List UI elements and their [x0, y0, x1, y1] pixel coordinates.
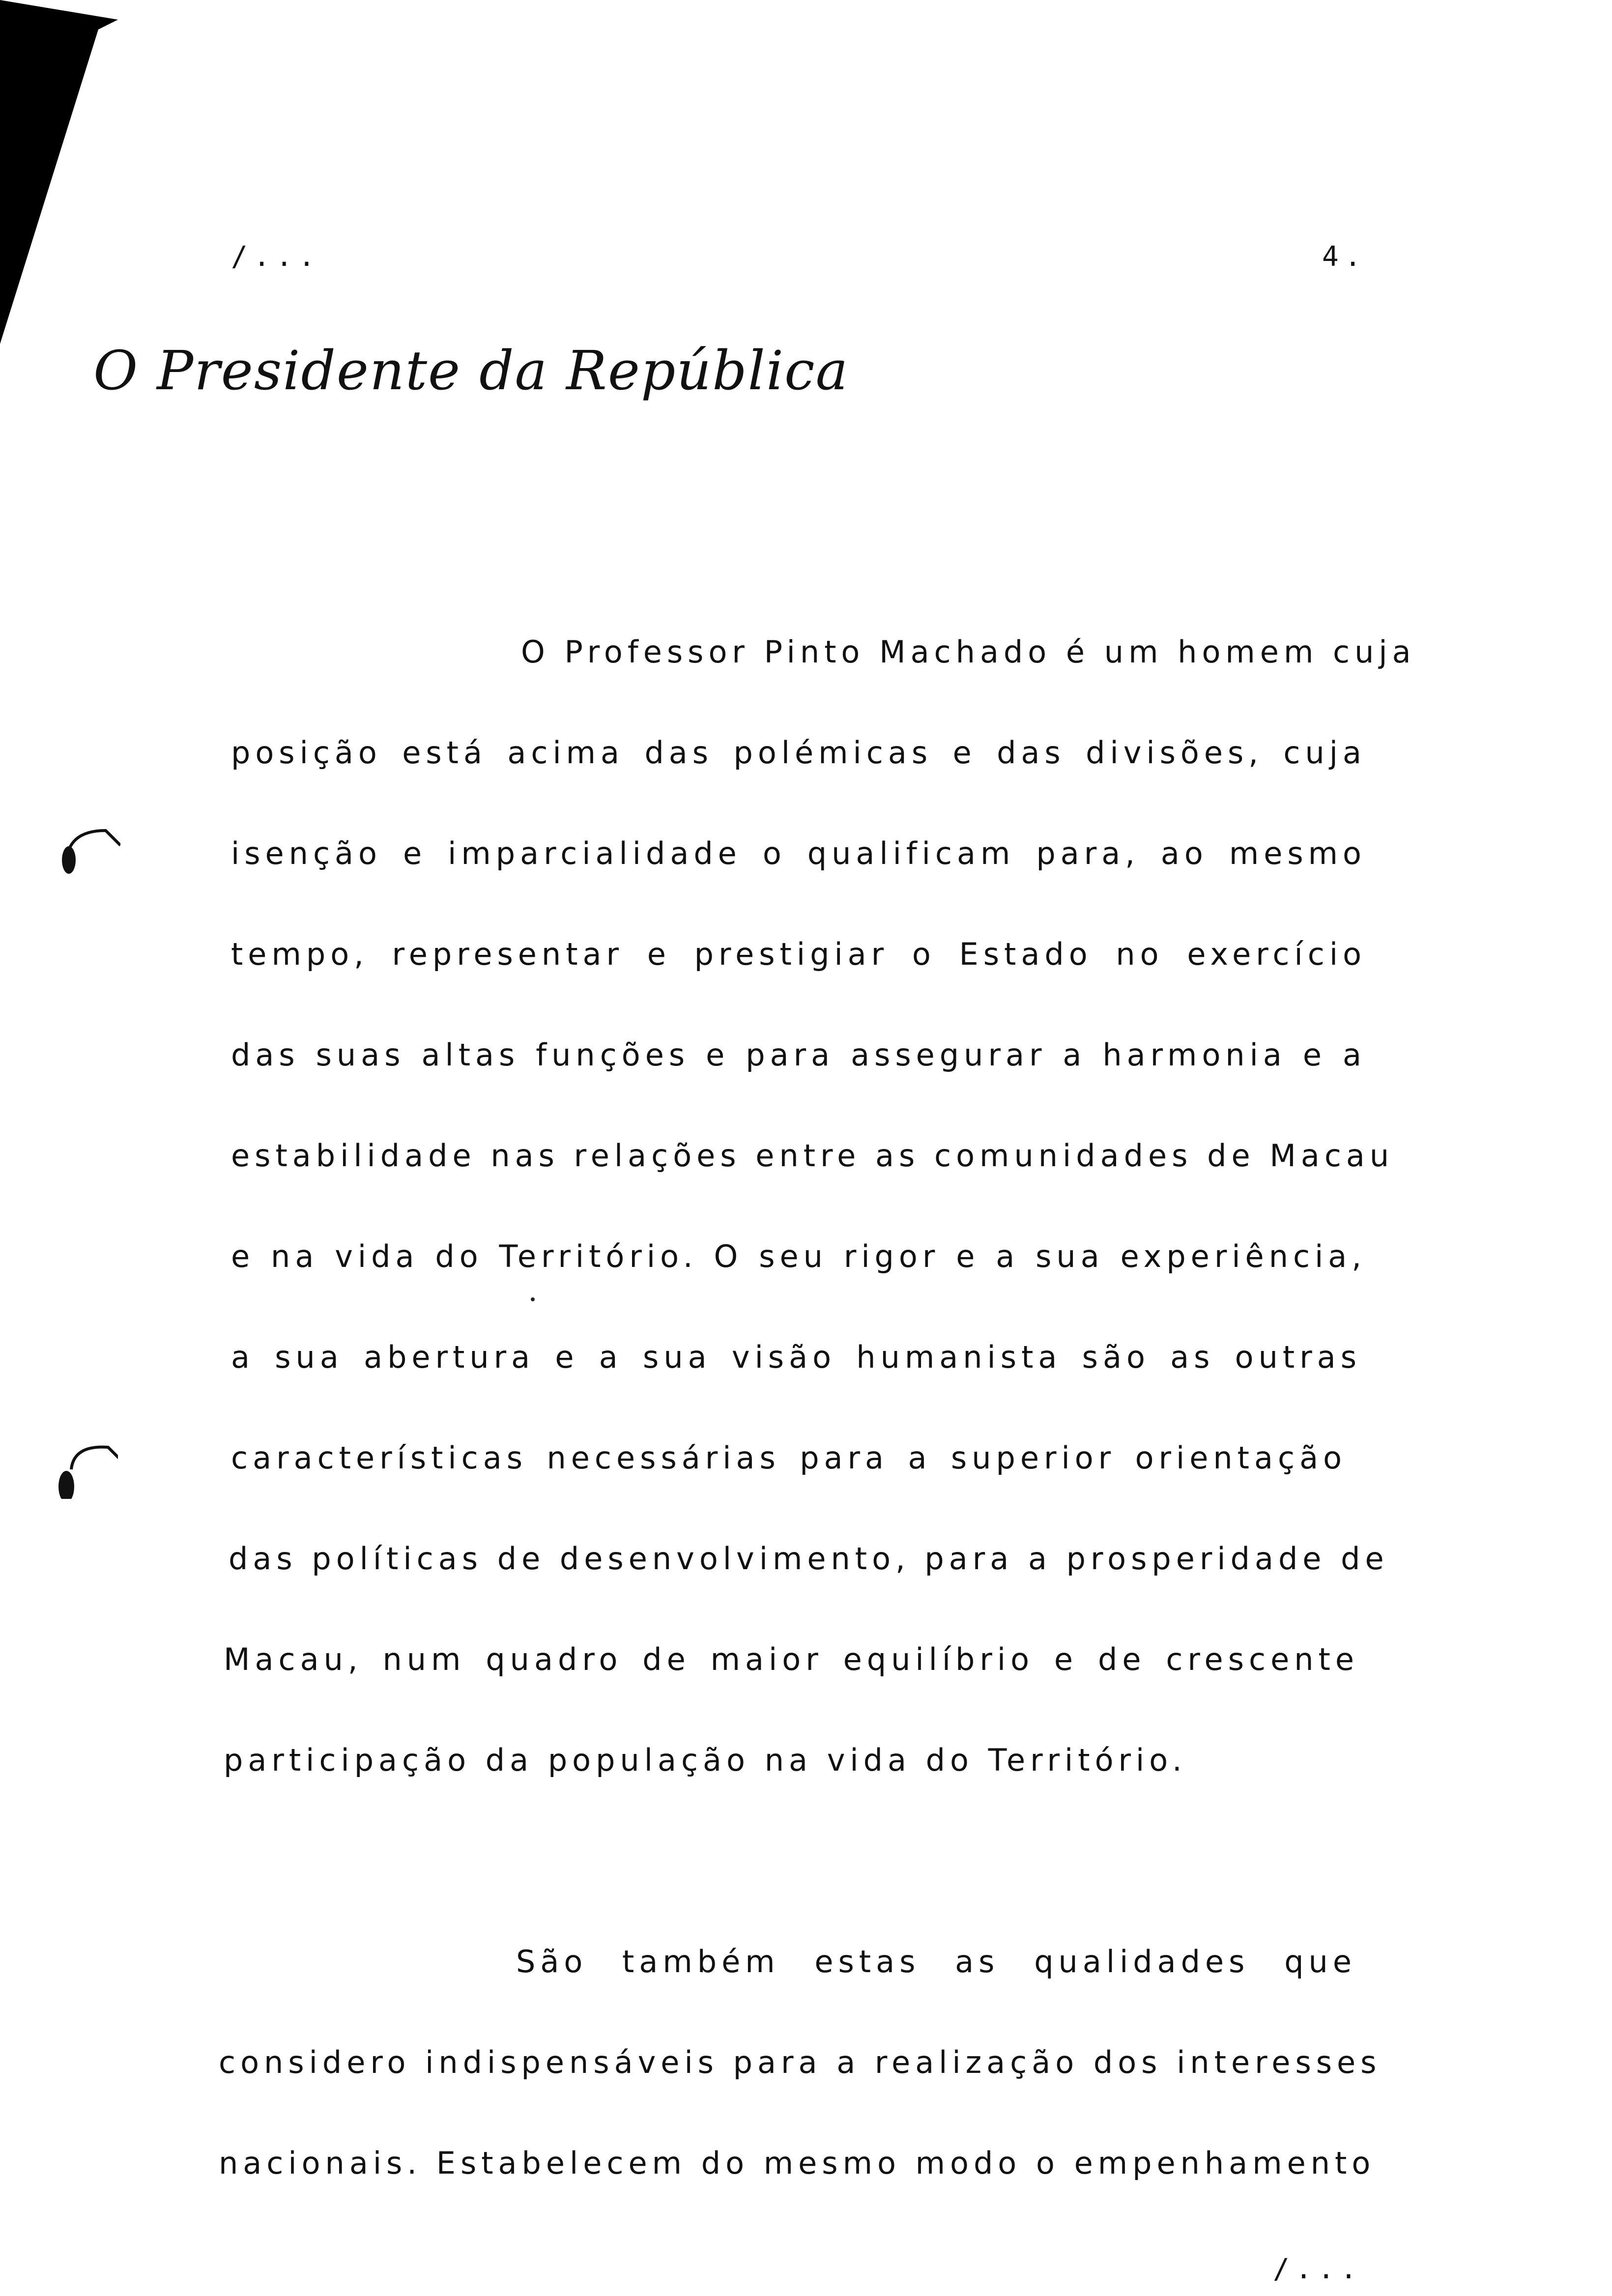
text-line: a sua abertura e a sua visão humanista são as outras [231, 1339, 1361, 1375]
text-line: tempo, representar e prestigiar o Estado no exercício [231, 936, 1366, 972]
text-line: das políticas de desenvolvimento, para a prosperidade de [229, 1541, 1389, 1577]
text-line: São também estas as qualidades que [516, 1944, 1356, 1980]
scan-edge-shadow [0, 0, 118, 354]
text-line: e na vida do Território. O seu rigor e a sua experiência, [231, 1238, 1366, 1274]
scan-speck [531, 1297, 535, 1301]
letterhead-title: O Presidente da República [93, 339, 849, 402]
punch-hole-mark-lower [44, 1425, 118, 1499]
text-line: das suas altas funções e para assegurar a harmonia e a [231, 1037, 1366, 1073]
punch-hole-mark-upper [47, 806, 120, 880]
continuation-mark-top: /... [231, 241, 321, 273]
text-line: características necessárias para a superior orientação [231, 1440, 1347, 1476]
continuation-mark-bottom: /... [1273, 2253, 1363, 2285]
text-line: Macau, num quadro de maior equilíbrio e de crescente [224, 1641, 1359, 1677]
text-line: estabilidade nas relações entre as comunidades de Macau [231, 1138, 1394, 1174]
text-line: O Professor Pinto Machado é um homem cuja [521, 634, 1416, 670]
text-line: posição está acima das polémicas e das divisões, cuja [231, 735, 1366, 771]
text-line: nacionais. Estabelecem do mesmo modo o empenhamento [219, 2145, 1376, 2181]
text-line: isenção e imparcialidade o qualificam para, ao mesmo [231, 835, 1366, 871]
text-line: considero indispensáveis para a realização dos interesses [219, 2044, 1382, 2080]
text-line: participação da população na vida do Território. [224, 1742, 1187, 1778]
page-number: 4. [1322, 241, 1367, 273]
